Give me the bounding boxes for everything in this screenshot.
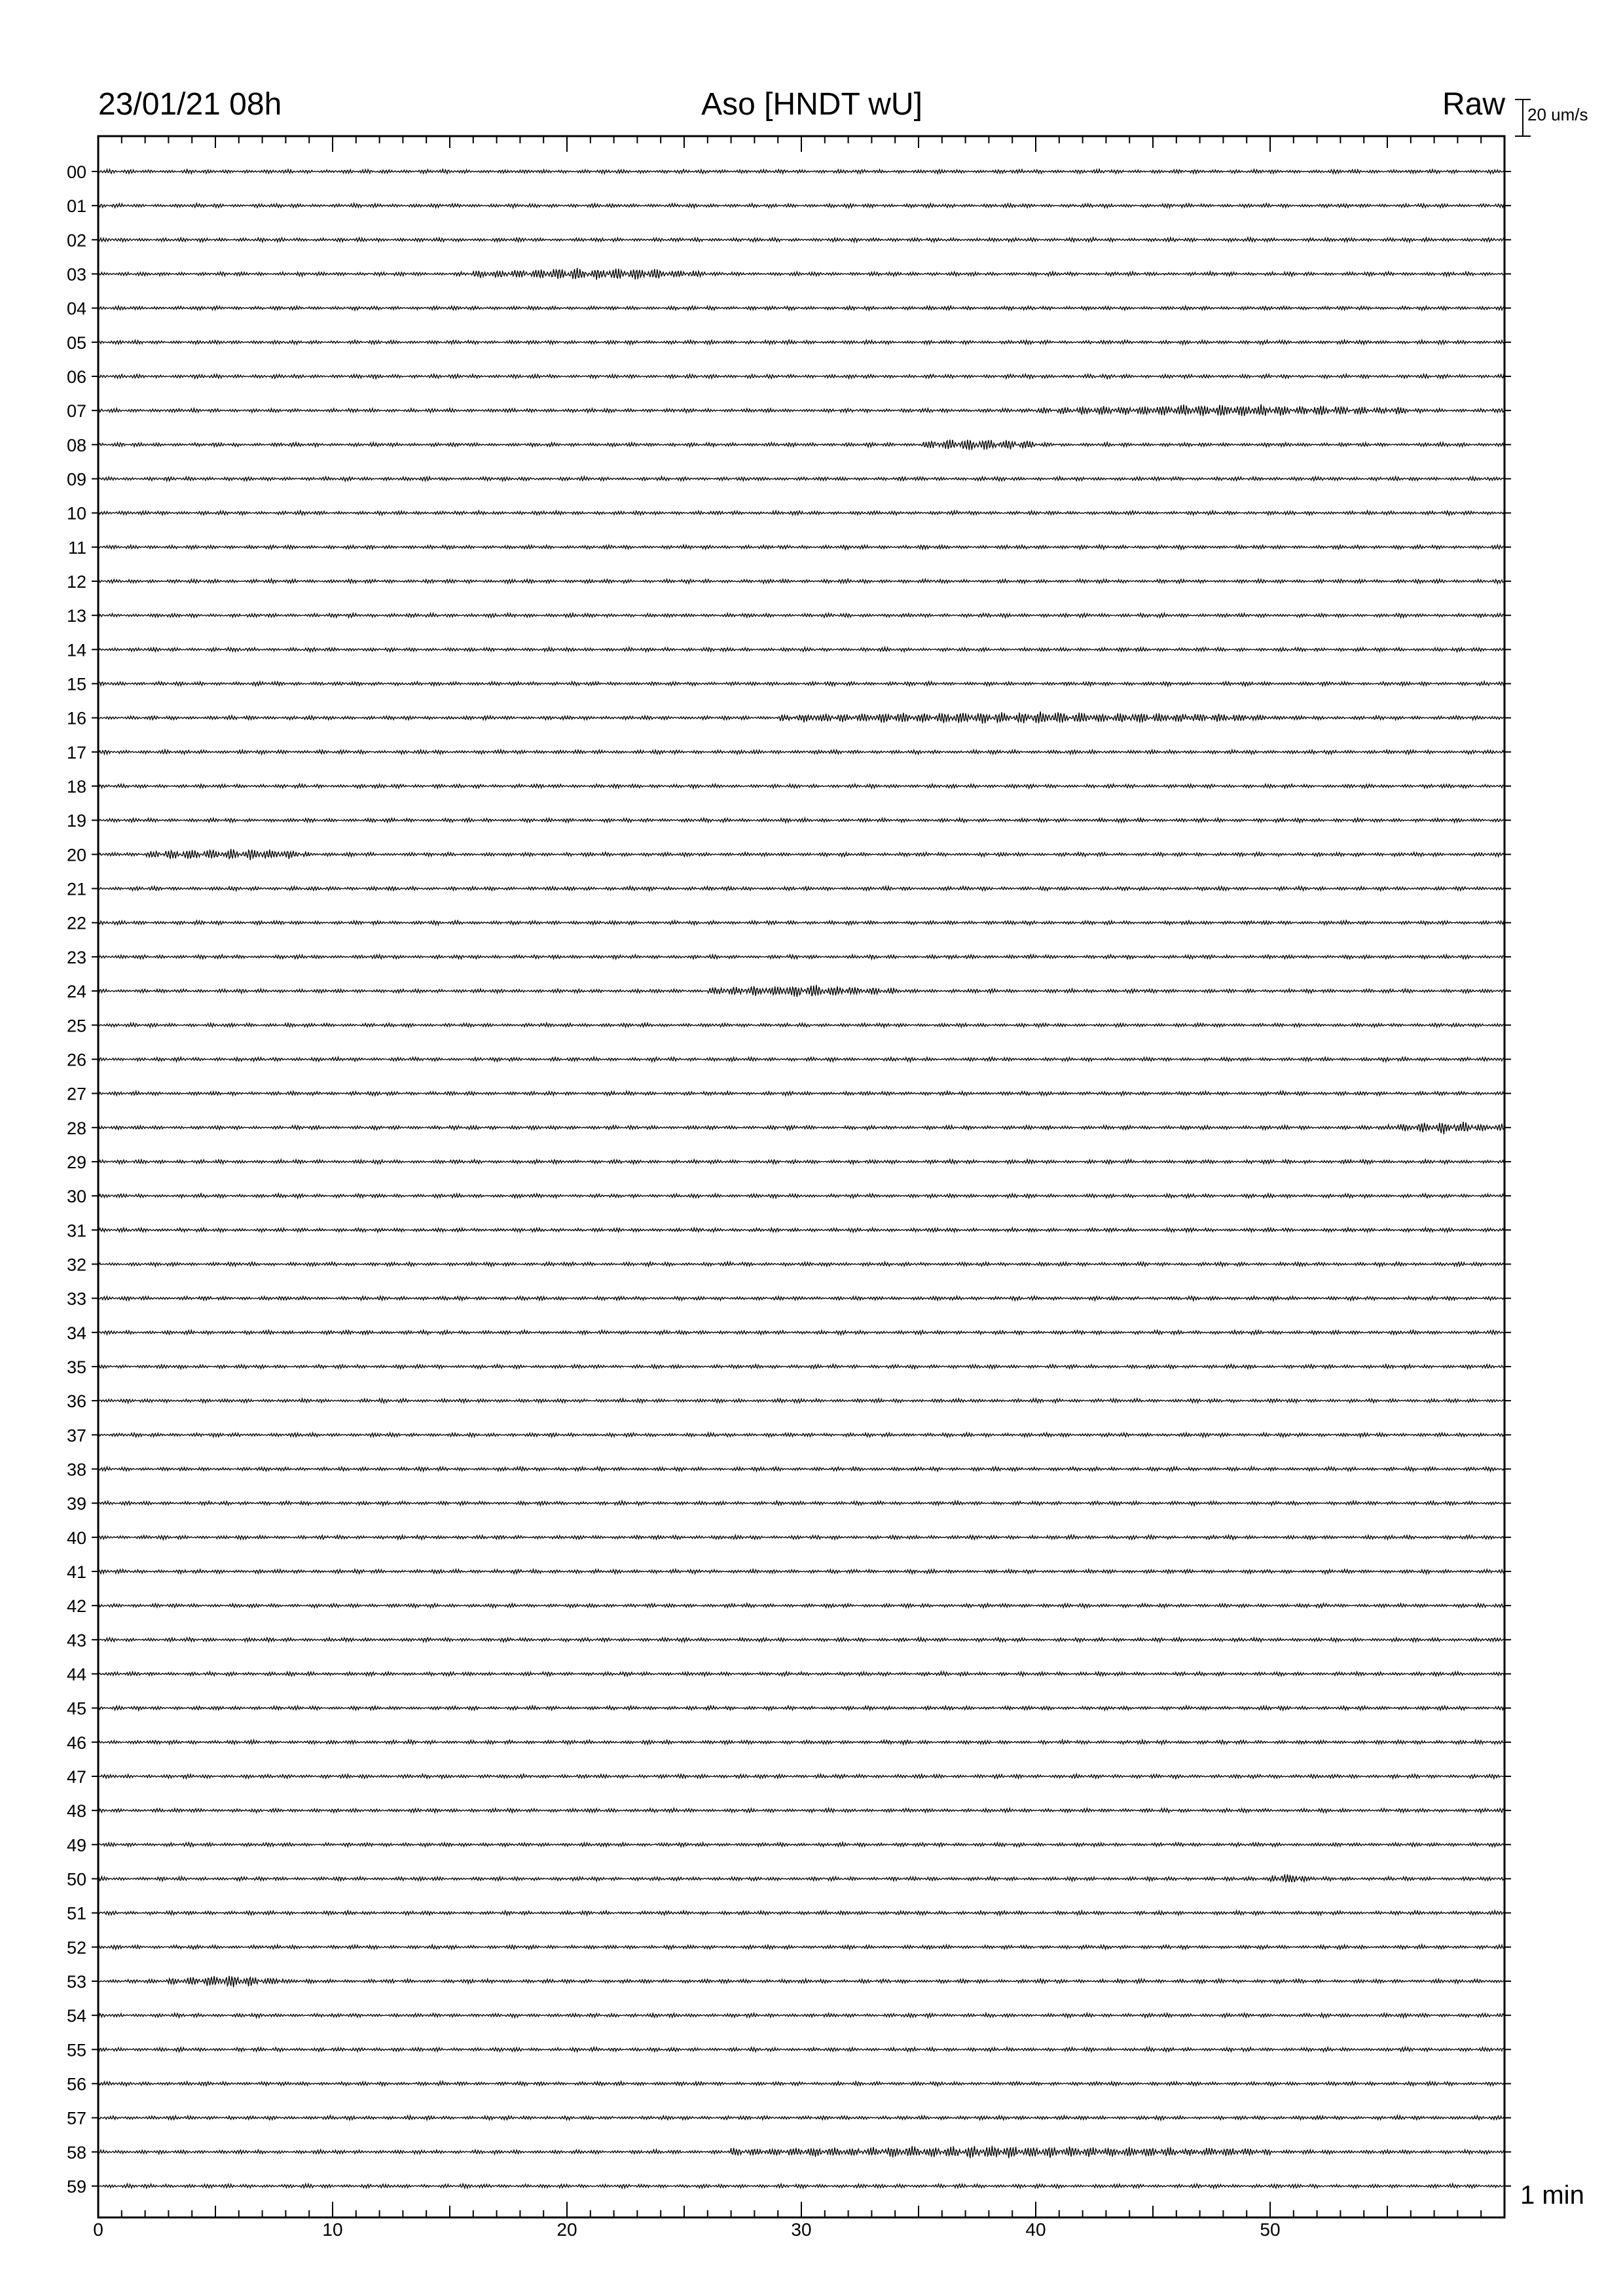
row-label: 13 (66, 606, 86, 626)
trace-48 (98, 1808, 1504, 1813)
trace-59 (98, 2184, 1504, 2189)
row-label: 33 (66, 1289, 86, 1309)
row-label: 38 (66, 1460, 86, 1480)
row-label: 58 (66, 2142, 86, 2162)
row-label: 50 (66, 1869, 86, 1890)
trace-27 (98, 1091, 1504, 1096)
row-label: 46 (66, 1732, 86, 1753)
row-label: 44 (66, 1664, 86, 1685)
trace-35 (98, 1365, 1504, 1369)
x-tick-label: 50 (1260, 2219, 1281, 2240)
row-label: 00 (66, 162, 86, 182)
row-label: 14 (66, 640, 86, 660)
trace-56 (98, 2081, 1504, 2086)
row-label: 22 (66, 913, 86, 933)
row-label: 37 (66, 1426, 86, 1446)
row-label: 34 (66, 1323, 86, 1343)
trace-37 (98, 1433, 1504, 1437)
row-label: 15 (66, 674, 86, 694)
row-label: 01 (66, 196, 86, 217)
trace-42 (98, 1604, 1504, 1608)
trace-03 (98, 268, 1504, 279)
trace-32 (98, 1262, 1504, 1266)
trace-14 (98, 647, 1504, 652)
trace-46 (98, 1740, 1504, 1744)
trace-58 (98, 2146, 1504, 2159)
row-label: 25 (66, 1016, 86, 1036)
trace-29 (98, 1159, 1504, 1164)
trace-34 (98, 1330, 1504, 1335)
amplitude-scale-label: 20 um/s (1527, 105, 1588, 124)
x-tick-label: 10 (322, 2219, 343, 2240)
row-label: 29 (66, 1152, 86, 1172)
trace-group (98, 170, 1504, 2189)
trace-00 (98, 170, 1504, 174)
trace-44 (98, 1672, 1504, 1676)
row-label: 26 (66, 1050, 86, 1070)
trace-09 (98, 476, 1504, 481)
row-label-group (67, 162, 1511, 2197)
x-axis-unit-label: 1 min (1520, 2181, 1584, 2210)
x-tick-label: 30 (791, 2219, 812, 2240)
row-label: 41 (66, 1562, 86, 1582)
row-label: 28 (66, 1118, 86, 1138)
row-label: 09 (66, 469, 86, 490)
trace-05 (98, 340, 1504, 344)
row-label: 53 (66, 1972, 86, 1992)
trace-26 (98, 1057, 1504, 1062)
trace-52 (98, 1945, 1504, 1949)
trace-16 (98, 711, 1504, 724)
row-label: 51 (66, 1903, 86, 1924)
row-label: 05 (66, 332, 86, 353)
mode-label: Raw (1442, 87, 1505, 122)
row-label: 21 (66, 879, 86, 899)
row-label: 39 (66, 1494, 86, 1514)
trace-30 (98, 1194, 1504, 1198)
row-label: 48 (66, 1801, 86, 1821)
row-label: 06 (66, 367, 86, 387)
trace-04 (98, 306, 1504, 310)
trace-33 (98, 1296, 1504, 1300)
trace-40 (98, 1535, 1504, 1539)
row-label: 12 (66, 572, 86, 592)
row-label: 57 (66, 2108, 86, 2128)
trace-45 (98, 1706, 1504, 1710)
x-axis-ticks (98, 136, 1504, 2217)
trace-51 (98, 1910, 1504, 1915)
trace-21 (98, 886, 1504, 891)
trace-12 (98, 579, 1504, 584)
trace-55 (98, 2047, 1504, 2052)
row-label: 42 (66, 1596, 86, 1617)
trace-57 (98, 2115, 1504, 2120)
plot-frame (98, 136, 1504, 2217)
trace-49 (98, 1842, 1504, 1847)
row-label: 49 (66, 1835, 86, 1856)
row-label: 54 (66, 2006, 86, 2026)
trace-23 (98, 955, 1504, 960)
trace-20 (98, 849, 1504, 860)
row-label: 30 (66, 1187, 86, 1207)
trace-25 (98, 1023, 1504, 1028)
row-label: 04 (66, 298, 86, 319)
x-tick-label: 20 (556, 2219, 577, 2240)
trace-47 (98, 1774, 1504, 1779)
trace-54 (98, 2013, 1504, 2018)
trace-39 (98, 1501, 1504, 1505)
row-label: 18 (66, 777, 86, 797)
trace-08 (98, 440, 1504, 450)
trace-11 (98, 545, 1504, 550)
trace-28 (98, 1122, 1504, 1134)
row-label: 35 (66, 1357, 86, 1377)
trace-50 (98, 1874, 1504, 1882)
row-label: 36 (66, 1391, 86, 1412)
row-label: 24 (66, 982, 86, 1002)
trace-19 (98, 818, 1504, 823)
x-tick-label: 0 (93, 2219, 103, 2240)
trace-13 (98, 613, 1504, 618)
trace-17 (98, 749, 1504, 754)
date-label: 23/01/21 08h (98, 87, 282, 122)
row-label: 55 (66, 2040, 86, 2060)
row-label: 32 (66, 1255, 86, 1275)
row-label: 56 (66, 2074, 86, 2094)
trace-41 (98, 1570, 1504, 1574)
trace-02 (98, 238, 1504, 242)
row-label: 31 (66, 1221, 86, 1241)
row-label: 23 (66, 947, 86, 967)
amplitude-scale-bar (1515, 99, 1531, 136)
row-label: 47 (66, 1767, 86, 1787)
station-title: Aso [HNDT wU] (701, 87, 922, 122)
row-label: 59 (66, 2177, 86, 2197)
trace-01 (98, 204, 1504, 208)
row-label: 11 (67, 537, 86, 558)
row-label: 27 (66, 1084, 86, 1104)
trace-10 (98, 511, 1504, 515)
row-label: 19 (66, 811, 86, 831)
row-label: 20 (66, 845, 86, 865)
row-label: 02 (66, 230, 86, 251)
row-label: 16 (66, 708, 86, 728)
row-label: 07 (66, 401, 86, 422)
trace-24 (98, 985, 1504, 997)
trace-15 (98, 681, 1504, 686)
trace-36 (98, 1399, 1504, 1403)
trace-18 (98, 784, 1504, 789)
row-label: 10 (66, 503, 86, 524)
trace-31 (98, 1228, 1504, 1232)
trace-07 (98, 404, 1504, 416)
row-label: 17 (66, 742, 86, 762)
row-label: 03 (66, 264, 86, 285)
row-label: 40 (66, 1528, 86, 1548)
trace-53 (98, 1976, 1504, 1987)
row-label: 45 (66, 1698, 86, 1719)
x-tick-label-group (93, 2219, 1280, 2240)
x-tick-label: 40 (1025, 2219, 1046, 2240)
trace-38 (98, 1467, 1504, 1471)
trace-06 (98, 374, 1504, 379)
row-label: 43 (66, 1630, 86, 1651)
row-label: 52 (66, 1937, 86, 1958)
row-label: 08 (66, 435, 86, 456)
trace-22 (98, 920, 1504, 925)
trace-43 (98, 1638, 1504, 1642)
